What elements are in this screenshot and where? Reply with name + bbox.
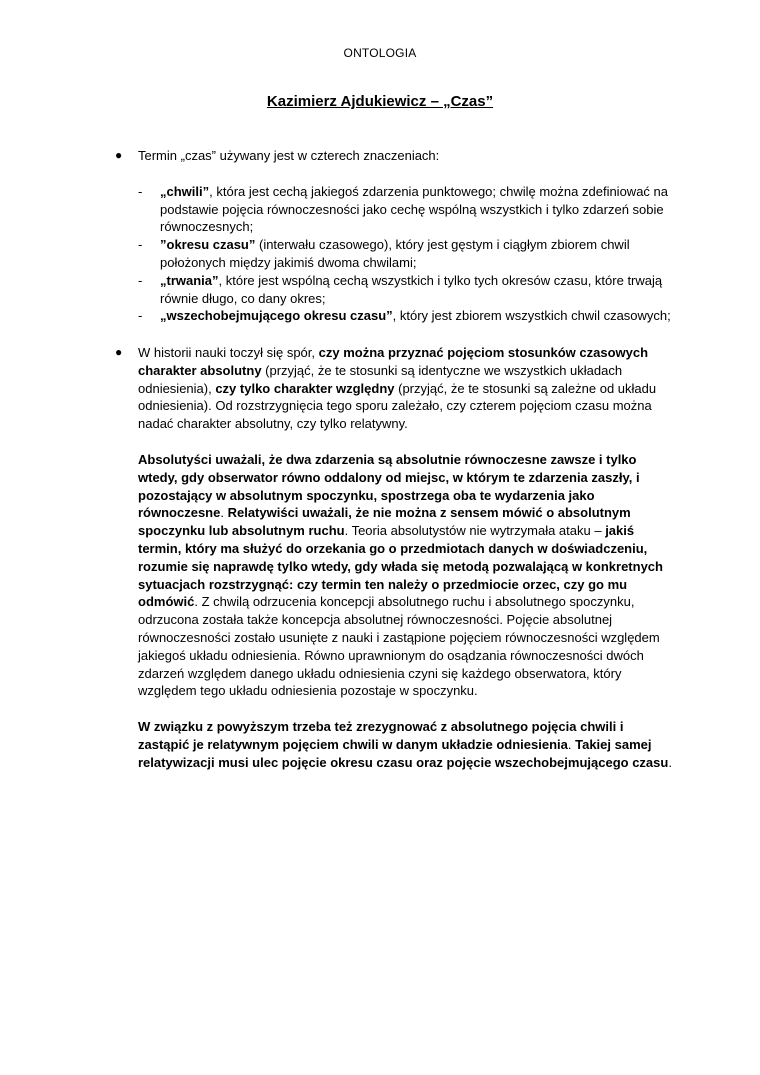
bold-run: jakiś termin, który ma służyć do orzekania go o przedmiotach danych w doświadczeniu, rozumie się naprawdę tylko wtedy, gdy włada się metodą pozwalającą w konkretnych sytuacjach rozstrzygnąć: czy termin ten należy o przedmiocie orzec, czy go mu odmówić <box>138 523 663 610</box>
page-title: Kazimierz Ajdukiewicz – „Czas” <box>266 93 494 110</box>
dash-marker: - <box>138 183 143 199</box>
term-description: , która jest cechą jakiegoś zdarzenia punktowego; chwilę można zdefiniować na podstawie pojęcia równoczesności jako cechę wspólną wszystkich i tylko zdarzeń sobie równoczesnych; <box>160 183 668 235</box>
term-description: , które jest wspólną cechą wszystkich i tylko tych okresów czasu, które trwają równie długo, co dany okres; <box>160 272 663 306</box>
bullet-icon: ● <box>115 345 123 359</box>
bullet-section-meanings <box>115 147 675 325</box>
text-run: . <box>567 736 576 752</box>
bold-run: czy tylko charakter względny <box>215 380 395 396</box>
dash-marker: - <box>138 272 143 288</box>
bold-run: Absolutyści uważali, że dwa zdarzenia są absolutnie równoczesne zawsze i tylko wtedy, gdy obserwator równo oddalony od miejsc, w którym te zdarzenia zaszły, i pozostający w absolutnym spoczynku, spostrzega oba te wydarzenia jako równoczesne <box>138 451 640 521</box>
term-bold: „trwania” <box>160 272 219 288</box>
dash-marker: - <box>138 237 143 253</box>
meanings-list <box>115 183 675 325</box>
term-description: , który jest zbiorem wszystkich chwil czasowych; <box>392 308 671 324</box>
paragraph-gap <box>115 433 675 451</box>
term-bold: „wszechobejmującego okresu czasu” <box>160 308 393 324</box>
text-run: . Z chwilą odrzucenia koncepcji absolutnego ruchu i absolutnego spoczynku, odrzucona została także koncepcja absolutnej równoczesności. Pojęcie absolutnej równoczesności zostało usunięte z nauki i zastąpione pojęciem równoczesności względem jakiegoś układu odniesienia. Równo uprawnionym do osądzania równoczesności dwóch zdarzeń względem danego układu odniesienia czyni się każdego obserwatora, który względem tego układu odniesienia pozostaje w spoczynku. <box>138 594 660 699</box>
bold-run: Relatywiści uważali, że nie można z sensem mówić o absolutnym spoczynku lub absolutnym ruchu <box>138 505 631 539</box>
dash-marker: - <box>138 308 143 324</box>
bold-run: Takiej samej relatywizacji musi ulec pojęcie okresu czasu oraz pojęcie wszechobejmującego czasu <box>138 736 669 770</box>
paragraph-dispute <box>115 344 675 433</box>
text-run: . Teoria absolutystów nie wytrzymała ataku – <box>344 523 606 539</box>
bullet-icon: ● <box>115 148 123 162</box>
list-item <box>138 307 675 325</box>
term-bold: ”okresu czasu” <box>160 237 256 253</box>
bold-run: W związku z powyższym trzeba też zrezygnować z absolutnego pojęcia chwili i zastąpić je relatywnym pojęciem chwili w danym układzie odniesienia <box>138 719 624 752</box>
bold-run: czy można przyznać pojęciom stosunków czasowych charakter absolutny <box>138 345 649 378</box>
list-item <box>138 183 675 236</box>
list-item <box>138 272 675 308</box>
text-run: . <box>668 754 672 770</box>
list-item <box>138 236 675 272</box>
term-description: (interwału czasowego), który jest gęstym i ciągłym zbiorem chwil położonych między jakimiś dwoma chwilami; <box>160 237 630 270</box>
paragraph-absolutists <box>115 451 675 700</box>
text-run: (przyjąć, że te stosunki są identyczne we wszystkich układach odniesienia), <box>138 362 623 396</box>
section-intro: Termin „czas” używany jest w czterech znaczeniach: <box>138 148 440 163</box>
text-run: . <box>220 505 228 521</box>
bullet-section-dispute <box>115 344 675 772</box>
text-run: (przyjąć, że te stosunki są zależne od układu odniesienia). Od rozstrzygnięcia tego sporu zależało, czy czterem pojęciom czasu można nadać charakter absolutny, czy tylko relatywny. <box>138 380 657 432</box>
page-header: ONTOLOGIA <box>343 46 417 60</box>
paragraph-gap <box>115 700 675 718</box>
paragraph-conclusion <box>115 718 675 771</box>
term-bold: „chwili” <box>160 183 210 199</box>
text-run: W historii nauki toczył się spór, <box>138 345 319 360</box>
